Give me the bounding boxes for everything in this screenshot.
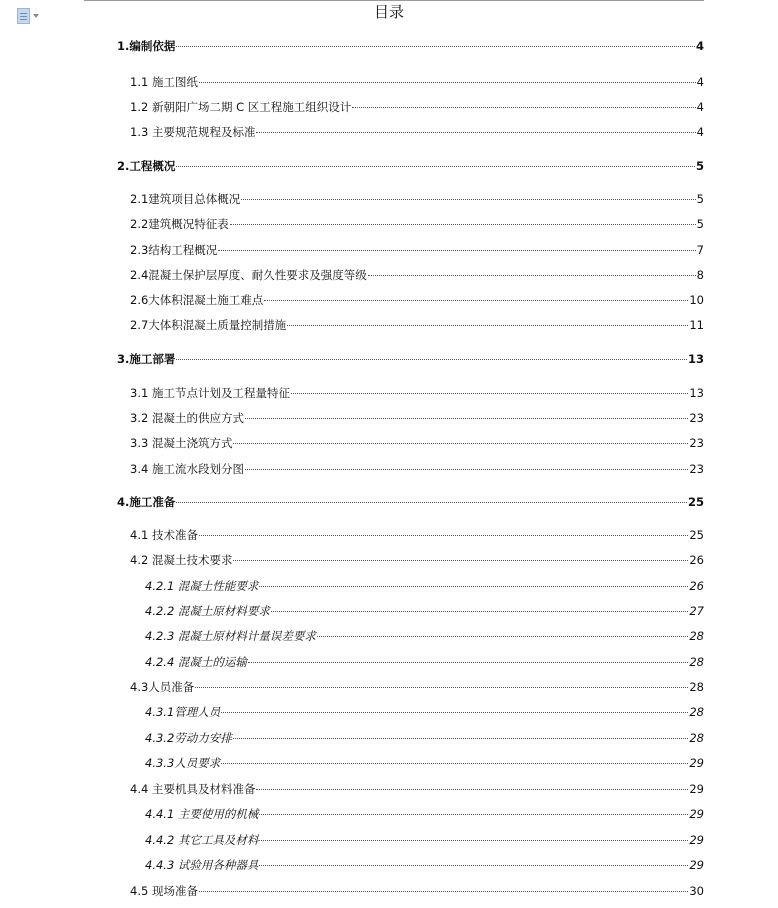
- toc-entry-title: 3.3 混凝土浇筑方式: [130, 436, 233, 450]
- dot-leader: [218, 250, 695, 251]
- toc-entry[interactable]: [117, 38, 704, 54]
- toc-entry-page: 29: [689, 807, 704, 821]
- toc-entry-page: 28: [689, 731, 704, 745]
- toc-entry-page: 13: [689, 386, 704, 400]
- toc-entry-page: 4: [695, 39, 704, 53]
- page-top-border: [84, 0, 704, 1]
- toc-entry[interactable]: [145, 857, 704, 873]
- toc-entry-page: 25: [687, 495, 704, 509]
- toc-entry[interactable]: [130, 461, 704, 477]
- toc-entry-title: 2.工程概况: [117, 159, 176, 173]
- toc-entry[interactable]: [130, 267, 704, 283]
- dot-leader: [176, 359, 687, 360]
- dot-leader: [199, 82, 696, 83]
- toc-entry-title: 4.5 现场准备: [130, 884, 198, 898]
- toc-entry-page: 4: [696, 100, 704, 114]
- toc-entry-title: 4.2.3 混凝土原材料计量误差要求: [145, 629, 316, 643]
- toc-entry-title: 4.2.1 混凝土性能要求: [145, 579, 259, 593]
- toc-entry-page: 29: [689, 833, 704, 847]
- toc-entry-page: 27: [689, 604, 704, 618]
- dot-leader: [221, 763, 688, 764]
- toc-entry-page: 29: [689, 756, 704, 770]
- toc-entry-title: 2.7大体积混凝土质量控制措施: [130, 318, 287, 332]
- dot-leader: [259, 814, 688, 815]
- dot-leader: [199, 891, 688, 892]
- toc-entry-title: 4.3.1管理人员: [145, 705, 221, 719]
- toc-entry[interactable]: [130, 216, 704, 232]
- toc-entry-title: 2.3结构工程概况: [130, 243, 218, 257]
- toc-entry-page: 29: [689, 782, 704, 796]
- toc-entry-page: 4: [696, 75, 704, 89]
- toc-entry-title: 4.3.3人员要求: [145, 756, 221, 770]
- dot-leader: [317, 636, 688, 637]
- toc-entry-title: 3.2 混凝土的供应方式: [130, 411, 244, 425]
- toc-entry-title: 4.1 技术准备: [130, 528, 198, 542]
- toc-entry[interactable]: [130, 242, 704, 258]
- dot-leader: [230, 224, 696, 225]
- dot-leader: [259, 586, 688, 587]
- toc-entry[interactable]: [130, 410, 704, 426]
- dot-leader: [256, 789, 688, 790]
- dot-leader: [248, 662, 688, 663]
- toc-entry-page: 5: [696, 217, 704, 231]
- toc-entry[interactable]: [130, 124, 704, 140]
- dot-leader: [256, 132, 695, 133]
- toc-entry-title: 4.施工准备: [117, 495, 176, 509]
- toc-entry[interactable]: [145, 603, 704, 619]
- toc-entry-title: 4.4 主要机具及材料准备: [130, 782, 256, 796]
- toc-entry-title: 4.2.2 混凝土原材料要求: [145, 604, 270, 618]
- dot-leader: [368, 275, 696, 276]
- toc-entry[interactable]: [145, 628, 704, 644]
- dot-leader: [199, 535, 688, 536]
- toc-entry-title: 3.4 施工流水段划分图: [130, 462, 244, 476]
- dot-leader: [176, 502, 687, 503]
- toc-entry[interactable]: [117, 494, 704, 510]
- dot-leader: [195, 687, 688, 688]
- toc-entry[interactable]: [145, 806, 704, 822]
- dot-leader: [271, 611, 688, 612]
- toc-entry-title: 2.4混凝土保护层厚度、耐久性要求及强度等级: [130, 268, 367, 282]
- toc-entry-title: 4.4.3 试验用各种器具: [145, 858, 259, 872]
- toc-entry-title: 4.2.4 混凝土的运输: [145, 655, 247, 669]
- dot-leader: [245, 418, 688, 419]
- toc-entry-title: 3.施工部署: [117, 352, 176, 366]
- dot-leader: [259, 840, 688, 841]
- toc-entry-page: 28: [689, 705, 704, 719]
- toc-entry[interactable]: [145, 832, 704, 848]
- toc-entry-page: 23: [689, 462, 704, 476]
- toc-entry-title: 1.3 主要规范规程及标准: [130, 125, 256, 139]
- toc-entry-title: 4.4.1 主要使用的机械: [145, 807, 259, 821]
- dot-leader: [221, 712, 688, 713]
- toc-entry[interactable]: [130, 552, 704, 568]
- dot-leader: [176, 166, 695, 167]
- toc-entry-page: 30: [689, 884, 704, 898]
- dot-leader: [259, 865, 688, 866]
- toc-entry[interactable]: [145, 654, 704, 670]
- toc-entry[interactable]: [145, 755, 704, 771]
- toc-entry[interactable]: [130, 74, 704, 90]
- toc-entry-title: 4.3.2劳动力安排: [145, 731, 232, 745]
- toc-entry-title: 1.1 施工图纸: [130, 75, 198, 89]
- toc-entry[interactable]: [130, 679, 704, 695]
- toc-entry-page: 23: [689, 411, 704, 425]
- toc-entry-page: 7: [696, 243, 704, 257]
- toc-entry[interactable]: [130, 527, 704, 543]
- toc-entry[interactable]: [117, 158, 704, 174]
- toc-entry-title: 2.6大体积混凝土施工难点: [130, 293, 264, 307]
- toc-entry-title: 4.4.2 其它工具及材料: [145, 833, 259, 847]
- toc-entry[interactable]: [130, 385, 704, 401]
- dot-leader: [233, 738, 689, 739]
- toc-entry-title: 3.1 施工节点计划及工程量特征: [130, 386, 290, 400]
- toc-entry[interactable]: [145, 704, 704, 720]
- toc-entry-page: 11: [689, 318, 704, 332]
- toc-entry[interactable]: [130, 781, 704, 797]
- dot-leader: [241, 199, 695, 200]
- toc-entry[interactable]: [130, 99, 704, 115]
- toc-entry[interactable]: [130, 883, 704, 899]
- dot-leader: [245, 469, 688, 470]
- toc-entry-page: 13: [687, 352, 704, 366]
- dot-leader: [287, 325, 688, 326]
- dot-leader: [264, 300, 688, 301]
- toc-entry[interactable]: [117, 351, 704, 367]
- dot-leader: [291, 393, 688, 394]
- toc-entry-page: 10: [689, 293, 704, 307]
- dot-leader: [233, 560, 688, 561]
- toc-entry[interactable]: [145, 730, 704, 746]
- toc-entry-page: 4: [696, 125, 704, 139]
- toc-title: 目录: [373, 3, 404, 21]
- toc-entry-title: 2.1建筑项目总体概况: [130, 192, 241, 206]
- toc-entry-title: 4.3人员准备: [130, 680, 195, 694]
- toc-entry-page: 28: [689, 655, 704, 669]
- toc-entry-title: 4.2 混凝土技术要求: [130, 553, 233, 567]
- dot-leader: [176, 46, 695, 47]
- toc-entry-title: 1.编制依据: [117, 39, 176, 53]
- toc-entry[interactable]: [130, 317, 704, 333]
- toc-entry[interactable]: [130, 292, 704, 308]
- toc-entry-page: 25: [689, 528, 704, 542]
- toc-entry-page: 28: [689, 680, 704, 694]
- toc-entry-page: 29: [689, 858, 704, 872]
- toc-entry-page: 5: [695, 159, 704, 173]
- toc-entry-page: 28: [689, 629, 704, 643]
- toc-entry[interactable]: [145, 578, 704, 594]
- toc-entry-page: 23: [689, 436, 704, 450]
- toc-entry-title: 1.2 新朝阳广场二期 C 区工程施工组织设计: [130, 100, 352, 114]
- toc-entry-page: 26: [689, 553, 704, 567]
- toc-entry-title: 2.2建筑概况特征表: [130, 217, 229, 231]
- toc-entry-page: 26: [689, 579, 704, 593]
- dot-leader: [233, 443, 688, 444]
- toc-entry[interactable]: [130, 191, 704, 207]
- toc-entry-page: 8: [696, 268, 704, 282]
- toc-entry[interactable]: [130, 435, 704, 451]
- dot-leader: [352, 107, 695, 108]
- toc-entry-page: 5: [696, 192, 704, 206]
